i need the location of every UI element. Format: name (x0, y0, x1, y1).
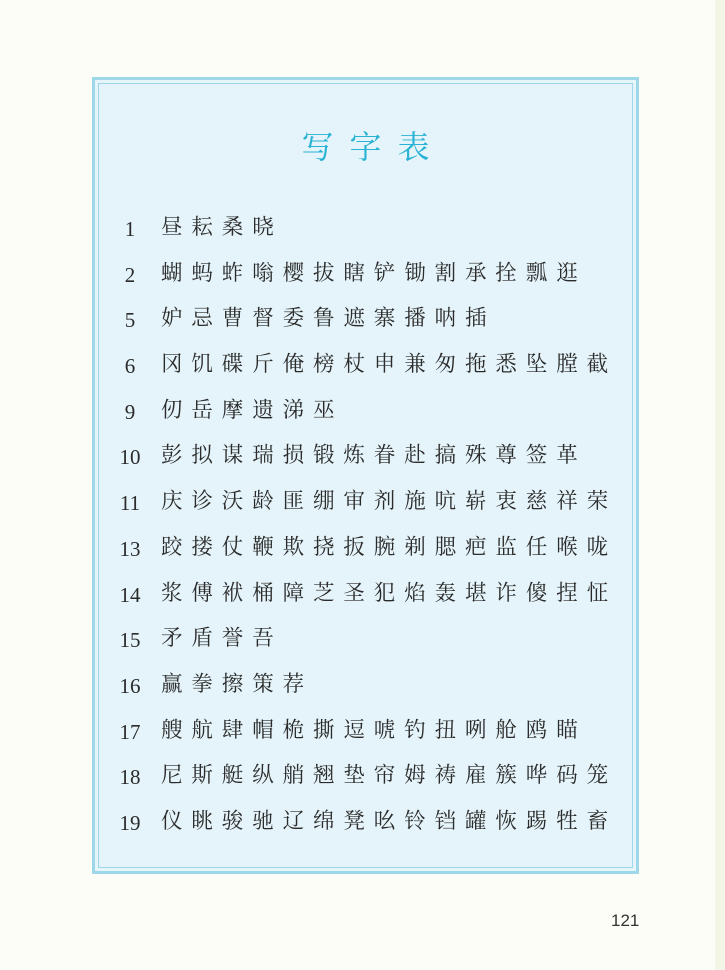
lesson-row (99, 344, 632, 390)
lesson-characters: 蝴蚂蚱嗡樱拔瞎铲锄割承拴瓢逛 (161, 260, 587, 286)
lesson-row (99, 755, 632, 801)
lesson-number: 16 (119, 673, 141, 698)
lesson-characters: 妒忌曹督委鲁遮寨播呐插 (161, 306, 496, 332)
lesson-number: 10 (119, 445, 141, 470)
lesson-characters: 冈饥碟斤俺榜杖申兼匆拖悉坠膛截 (161, 352, 618, 378)
lesson-number: 17 (119, 719, 141, 744)
page-number: 121 (611, 911, 640, 930)
character-rows (99, 207, 632, 847)
lesson-row (99, 298, 632, 344)
lesson-characters: 仪眺骏驰辽绵凳吆铃铛罐恢踢牲畜 (161, 808, 618, 834)
lesson-number: 6 (124, 354, 136, 379)
lesson-number: 1 (124, 217, 136, 241)
lesson-row (99, 527, 632, 573)
writing-table-panel (98, 83, 633, 868)
lesson-row (99, 664, 632, 710)
lesson-row (99, 801, 632, 847)
lesson-characters: 矛盾誉吾 (161, 626, 283, 652)
lesson-row (99, 481, 632, 527)
lesson-characters: 庆诊沃龄匪绷审剂施吭崭衷慈祥荣 (161, 489, 618, 515)
lesson-characters: 赢拳擦策荐 (161, 671, 314, 697)
lesson-characters: 彭拟谋瑞损锻炼眷赴搞殊尊签革 (161, 443, 587, 469)
lesson-row (99, 573, 632, 619)
lesson-characters: 尼斯艇纵艄翘垫帘姆祷雇簇哗码笼 (161, 763, 618, 789)
lesson-number: 18 (119, 765, 141, 790)
lesson-number: 5 (124, 308, 136, 333)
lesson-number: 9 (124, 399, 136, 424)
lesson-characters: 跤搂仗鞭欺挠扳腕剃腮疤监任喉咙 (161, 534, 618, 560)
page-edge-strip (715, 0, 725, 970)
lesson-characters: 浆傅袱桶障芝圣犯焰轰堪诈傻捏怔 (161, 580, 618, 606)
writing-table-frame (92, 77, 639, 874)
lesson-number: 2 (124, 262, 136, 287)
lesson-row (99, 618, 632, 664)
lesson-characters: 仞岳摩遗涕巫 (161, 397, 344, 423)
lesson-row (99, 710, 632, 756)
lesson-number: 15 (119, 628, 141, 653)
lesson-row (99, 253, 632, 299)
page-title: 写字表 (301, 128, 446, 166)
lesson-number: 11 (119, 491, 141, 516)
lesson-number: 13 (119, 536, 141, 561)
lesson-characters: 昼耘桑晓 (161, 215, 283, 240)
lesson-characters: 艘航肆帽桅撕逗唬钓扭咧舱鸥瞄 (161, 717, 587, 743)
lesson-number: 14 (119, 582, 141, 607)
lesson-number: 19 (119, 810, 141, 835)
lesson-row (99, 207, 632, 253)
lesson-row (99, 435, 632, 481)
lesson-row (99, 390, 632, 436)
